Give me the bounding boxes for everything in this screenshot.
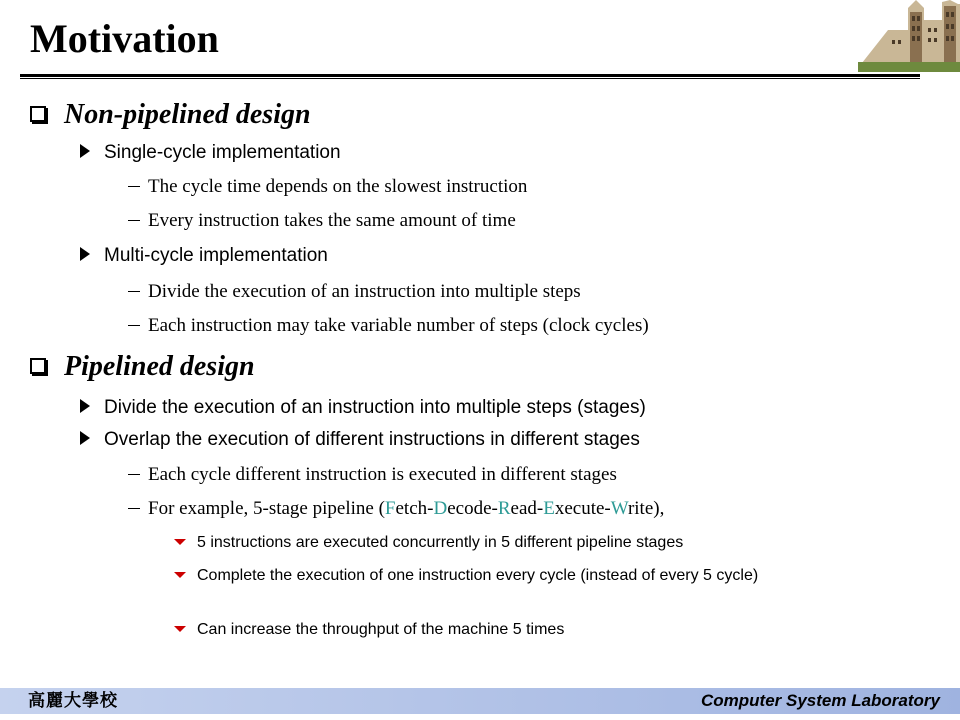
section-heading-non-pipelined: Non-pipelined design (30, 98, 311, 132)
stage-initial: E (543, 498, 555, 519)
arrow-bullet-icon (80, 399, 90, 413)
bullet-overlap: Overlap the execution of different instructions in different stages (80, 428, 640, 452)
sub-sub-bullet: Complete the execution of one instruction every cycle (instead of every 5 cycle) (174, 565, 904, 587)
university-building-icon (858, 0, 960, 72)
slide-title: Motivation (30, 16, 219, 61)
sub-bullet: Each cycle different instruction is executed in different stages (128, 463, 617, 487)
down-triangle-icon (174, 626, 186, 632)
dash-bullet-icon (128, 474, 140, 476)
sub-bullet-example: For example, 5-stage pipeline (Fetch-Decode-Read-Execute-Write), (128, 497, 664, 521)
sub-bullet: The cycle time depends on the slowest instruction (128, 175, 527, 199)
title-rule-thin (20, 78, 920, 79)
dash-bullet-icon (128, 186, 140, 188)
dash-bullet-icon (128, 220, 140, 222)
arrow-bullet-icon (80, 431, 90, 445)
down-triangle-icon (174, 572, 186, 578)
bullet-multi-cycle: Multi-cycle implementation (80, 244, 328, 268)
sub-bullet: Each instruction may take variable number of steps (clock cycles) (128, 314, 649, 338)
footer-bar (0, 688, 960, 714)
sub-bullet: Every instruction takes the same amount of time (128, 209, 516, 233)
stage-initial: R (497, 498, 511, 519)
stage-initial: W (610, 498, 628, 519)
title-rule (20, 74, 920, 77)
section-heading-pipelined: Pipelined design (30, 350, 255, 384)
sub-sub-bullet: 5 instructions are executed concurrently in 5 different pipeline stages (174, 532, 904, 554)
dash-bullet-icon (128, 291, 140, 293)
bullet-single-cycle: Single-cycle implementation (80, 141, 341, 165)
arrow-bullet-icon (80, 144, 90, 158)
dash-bullet-icon (128, 325, 140, 327)
square-bullet-icon (30, 106, 46, 122)
footer-university-name: 高麗大學校 (28, 691, 118, 710)
square-bullet-icon (30, 358, 46, 374)
stage-initial: D (433, 498, 448, 519)
stage-initial: F (384, 498, 396, 519)
dash-bullet-icon (128, 508, 140, 510)
sub-bullet: Divide the execution of an instruction into multiple steps (128, 280, 581, 304)
sub-sub-bullet: Can increase the throughput of the machine 5 times (174, 619, 904, 641)
footer-lab-name: Computer System Laboratory (701, 691, 940, 710)
bullet-divide-stages: Divide the execution of an instruction into multiple steps (stages) (80, 396, 646, 420)
arrow-bullet-icon (80, 247, 90, 261)
down-triangle-icon (174, 539, 186, 545)
